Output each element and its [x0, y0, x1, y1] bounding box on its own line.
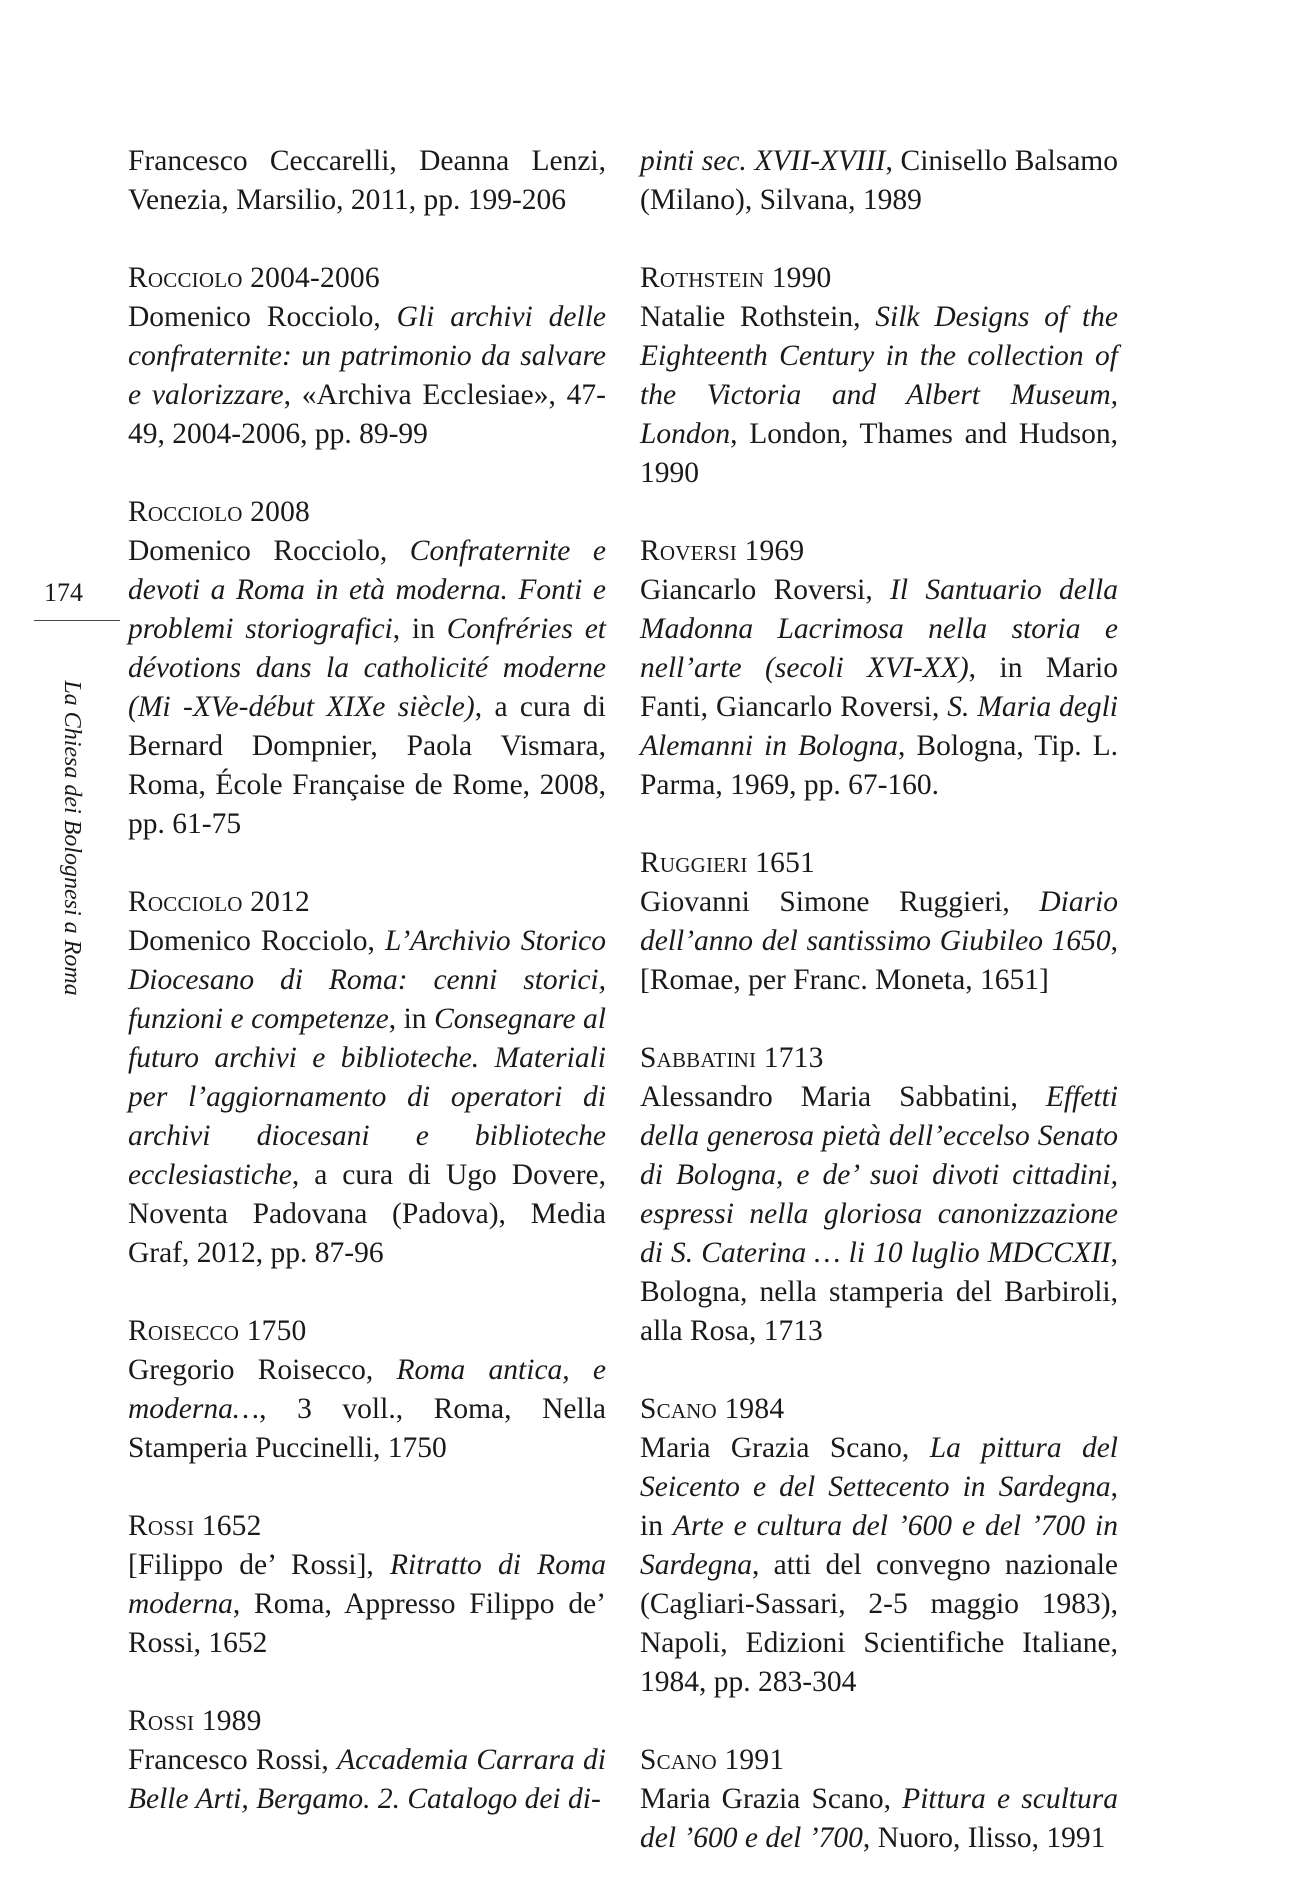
entry-reference-text	[128, 532, 606, 844]
entry-citation-key: Rothstein 1990	[640, 262, 832, 294]
reference-text-segment: Maria Grazia Scano,	[640, 1783, 903, 1815]
reference-title-segment: Ritratto di Roma moderna	[128, 1549, 606, 1620]
entry-reference-text	[640, 298, 1118, 493]
entry-reference-text	[128, 1741, 606, 1819]
page-number: 174	[44, 578, 83, 607]
bibliography-entry	[128, 1312, 606, 1468]
reference-text-segment: , Bologna, Tip. L. Parma, 1969, pp. 67-160.	[640, 730, 1118, 801]
reference-text-segment: Domenico Rocciolo,	[128, 535, 410, 567]
reference-title-segment: Consegnare al futuro archivi e biblioteche. Materiali per l’aggiornamento di operatori di archivi diocesani e biblioteche ecclesiastiche	[128, 1003, 606, 1191]
reference-title-segment: Effetti della generosa pietà dell’eccelso Senato di Bologna, e de’ suoi divoti cittadini, espressi nella gloriosa canonizzazione di S. Caterina … li 10 luglio MDCCXII	[640, 1081, 1118, 1269]
reference-text-segment: , in	[640, 1471, 1118, 1542]
reference-text-segment: , in	[388, 1003, 435, 1035]
entry-reference-text	[128, 142, 606, 220]
entry-reference-text	[128, 298, 606, 454]
reference-text-segment: Giovanni Simone Ruggieri,	[640, 886, 1040, 918]
bibliography-entry	[640, 1390, 1118, 1702]
reference-text-segment: Gregorio Roisecco,	[128, 1354, 397, 1386]
bibliography-entry	[640, 259, 1118, 493]
bibliography-entry	[128, 259, 606, 454]
entry-reference-text	[640, 1429, 1118, 1702]
entry-citation-key: Sabbatini 1713	[640, 1042, 824, 1074]
bibliography-entry	[128, 142, 606, 220]
reference-text-segment: , 3 voll., Roma, Nella Stamperia Puccinelli, 1750	[128, 1393, 606, 1464]
reference-title-segment: Roma antica, e moderna…	[128, 1354, 606, 1425]
reference-text-segment: , atti del convegno nazionale (Cagliari-Sassari, 2-5 maggio 1983), Napoli, Edizioni Scientifiche Italiane, 1984, pp. 283-304	[640, 1549, 1118, 1698]
bibliography-entry	[128, 1702, 606, 1819]
entry-citation-key: Ruggieri 1651	[640, 847, 815, 879]
reference-title-segment: Arte e cultura del ’600 e del ’700 in Sardegna	[640, 1510, 1118, 1581]
margin-rule	[34, 620, 120, 621]
entry-citation-key: Rocciolo 2012	[128, 886, 310, 918]
entry-citation-key: Roversi 1969	[640, 535, 805, 567]
bibliography-entry	[640, 844, 1118, 1000]
bibliography-entry	[640, 142, 1118, 220]
reference-text-segment: Maria Grazia Scano,	[640, 1432, 930, 1464]
reference-text-segment: [Filippo de’ Rossi],	[128, 1549, 390, 1581]
bibliography-left-column	[128, 142, 606, 1858]
bibliography-entry	[640, 1039, 1118, 1351]
reference-text-segment: , a cura di Ugo Dovere, Noventa Padovana (Padova), Media Graf, 2012, pp. 87-96	[128, 1159, 606, 1269]
reference-title-segment: Gli archivi delle confraternite: un patrimonio da salvare e valorizzare	[128, 301, 606, 411]
reference-text-segment: Domenico Rocciolo,	[128, 925, 386, 957]
reference-title-segment: Il Santuario della Madonna Lacrimosa nella storia e nell’arte (secoli XVI-XX)	[640, 574, 1118, 684]
reference-title-segment: L’Archivio Storico Diocesano di Roma: cenni storici, funzioni e competenze	[128, 925, 606, 1035]
entry-citation-key: Roisecco 1750	[128, 1315, 307, 1347]
entry-citation-key: Scano 1991	[640, 1744, 785, 1776]
reference-title-segment: Accademia Carrara di Belle Arti, Bergamo. 2. Catalogo dei di-	[128, 1744, 606, 1815]
reference-title-segment: pinti sec. XVII-XVIII	[640, 145, 886, 177]
reference-title-segment: Pittura e scultura del ’600 e del ’700	[640, 1783, 1118, 1854]
reference-text-segment: Francesco Rossi,	[128, 1744, 338, 1776]
entry-reference-text	[128, 1351, 606, 1468]
bibliography-entry	[640, 532, 1118, 805]
entry-citation-key: Rossi 1652	[128, 1510, 262, 1542]
entry-reference-text	[640, 1780, 1118, 1858]
reference-text-segment: , Roma, Appresso Filippo de’ Rossi, 1652	[128, 1588, 606, 1659]
reference-text-segment: , Cinisello Balsamo (Milano), Silvana, 1989	[640, 145, 1118, 216]
reference-title-segment: Diario dell’anno del santissimo Giubileo 1650	[640, 886, 1118, 957]
entry-reference-text	[640, 1078, 1118, 1351]
entry-citation-key: Rossi 1989	[128, 1705, 262, 1737]
entry-reference-text	[640, 883, 1118, 1000]
reference-text-segment: , London, Thames and Hudson, 1990	[640, 418, 1118, 489]
entry-reference-text	[640, 142, 1118, 220]
entry-reference-text	[640, 571, 1118, 805]
reference-title-segment: Confraternite e devoti a Roma in età moderna. Fonti e problemi storiografici	[128, 535, 607, 645]
reference-text-segment: , in	[392, 613, 447, 645]
reference-text-segment: , a cura di Bernard Dompnier, Paola Vismara, Roma, École Française de Rome, 2008, pp. 61-75	[128, 691, 606, 840]
reference-text-segment: , Nuoro, Ilisso, 1991	[862, 1822, 1106, 1854]
bibliography-entry	[128, 1507, 606, 1663]
bibliography-right-column	[640, 142, 1118, 1897]
entry-citation-key: Rocciolo 2004-2006	[128, 262, 380, 294]
entry-citation-key: Scano 1984	[640, 1393, 785, 1425]
reference-title-segment: La pittura del Seicento e del Settecento in Sardegna	[640, 1432, 1119, 1503]
reference-text-segment: , Bologna, nella stamperia del Barbiroli, alla Rosa, 1713	[640, 1237, 1118, 1347]
running-head-text: La Chiesa dei Bolognesi a Roma	[59, 680, 85, 996]
reference-text-segment: Natalie Rothstein,	[640, 301, 876, 333]
reference-text-segment: , in Mario Fanti, Giancarlo Roversi,	[640, 652, 1118, 723]
bibliography-entry	[640, 1741, 1118, 1858]
reference-title-segment: Silk Designs of the Eighteenth Century in the collection of the Victoria and Albert Museum, London	[640, 301, 1119, 450]
reference-title-segment: Confréries et dévotions dans la catholicité moderne (Mi -XVe-début XIXe siècle)	[128, 613, 606, 723]
reference-text-segment: Francesco Ceccarelli, Deanna Lenzi, Venezia, Marsilio, 2011, pp. 199-206	[128, 145, 606, 216]
reference-text-segment: , [Romae, per Franc. Moneta, 1651]	[640, 925, 1118, 996]
bibliography-entry	[128, 493, 606, 844]
entry-reference-text	[128, 1546, 606, 1663]
reference-text-segment: Giancarlo Roversi,	[640, 574, 891, 606]
entry-citation-key: Rocciolo 2008	[128, 496, 310, 528]
reference-text-segment: , «Archiva Ecclesiae», 47-49, 2004-2006, pp. 89-99	[128, 379, 606, 450]
reference-text-segment: Alessandro Maria Sabbatini,	[640, 1081, 1046, 1113]
reference-title-segment: S. Maria degli Alemanni in Bologna	[640, 691, 1118, 762]
entry-reference-text	[128, 922, 606, 1273]
bibliography-entry	[128, 883, 606, 1273]
reference-text-segment: Domenico Rocciolo,	[128, 301, 397, 333]
